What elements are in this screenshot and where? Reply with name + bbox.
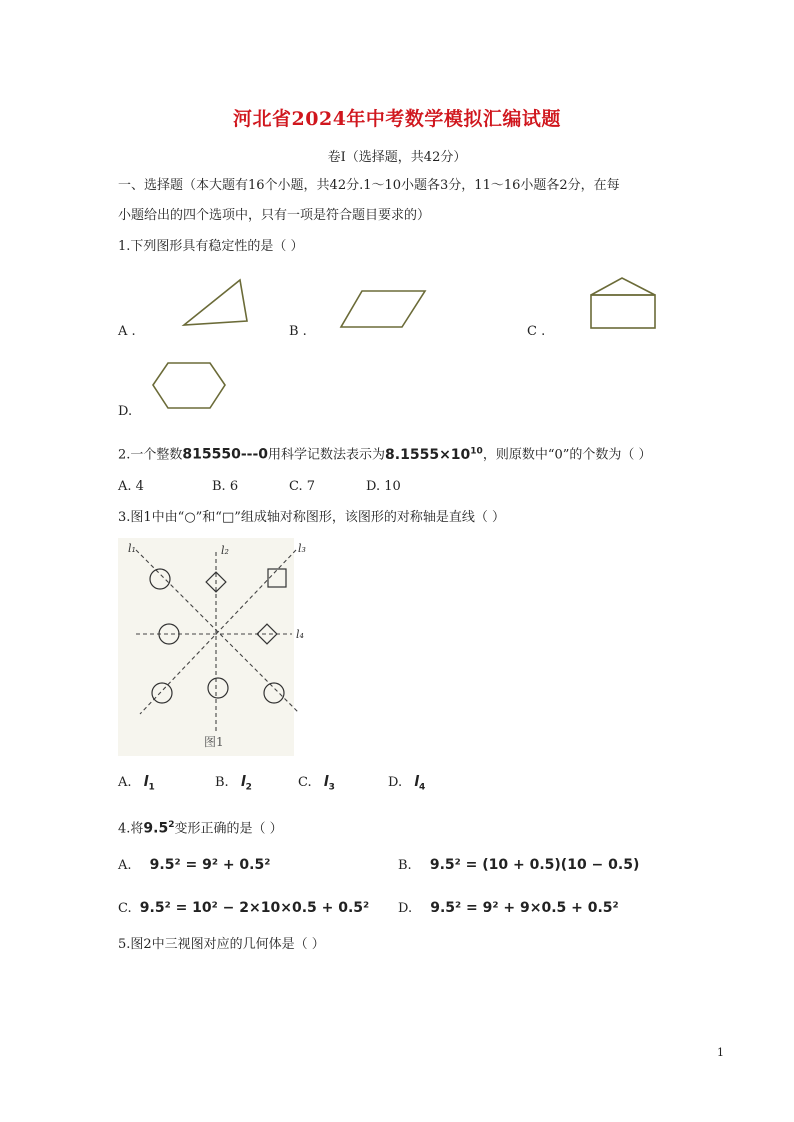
q3-option-c-sub: 3 bbox=[328, 782, 335, 793]
figure-1-caption: 图1 bbox=[204, 735, 224, 749]
q3-option-b bbox=[215, 772, 252, 798]
q4-option-b-expr: 9.5² = (10 + 0.5)(10 − 0.5) bbox=[429, 857, 640, 873]
label-l2: l₂ bbox=[221, 544, 229, 557]
circle-bottom-center bbox=[208, 678, 228, 698]
q4-option-d-letter: D. bbox=[398, 901, 413, 916]
label-l4: l₄ bbox=[296, 628, 304, 641]
page-number: 1 bbox=[717, 1046, 724, 1059]
q4-stem-post: 变形正确的是（ ） bbox=[174, 821, 283, 837]
q3-option-d-var: l bbox=[414, 774, 420, 790]
q3-option-d-letter: D. bbox=[388, 775, 403, 790]
q1-option-a-label: A . bbox=[118, 324, 136, 339]
q3-option-a-sub: 1 bbox=[148, 782, 155, 793]
q3-option-b-letter: B. bbox=[215, 775, 229, 790]
circle-bottom-right bbox=[264, 683, 284, 703]
q3-option-b-sub: 2 bbox=[245, 782, 252, 793]
q4-option-d bbox=[398, 898, 619, 919]
q3-option-c-var: l bbox=[323, 774, 329, 790]
q1-option-b-parallelogram bbox=[338, 288, 430, 330]
q4-option-c bbox=[118, 898, 369, 919]
q4-option-a-expr: 9.5² = 9² + 0.5² bbox=[149, 857, 271, 873]
q3-option-c-letter: C. bbox=[298, 775, 312, 790]
page-subtitle: 卷Ⅰ（选择题，共42分） bbox=[327, 150, 467, 165]
circle-top-left bbox=[150, 569, 170, 589]
q2-stem-pre: 2.一个整数 bbox=[118, 447, 183, 463]
q3-option-a-letter: A. bbox=[118, 775, 132, 790]
q3-stem: 3.图1中由“○”和“□”组成轴对称图形，该图形的对称轴是直线（ ） bbox=[118, 510, 506, 525]
circle-bottom-left bbox=[152, 683, 172, 703]
circle-middle-left bbox=[159, 624, 179, 644]
q4-stem-pre: 4.将 bbox=[118, 821, 144, 837]
q2-stem bbox=[118, 441, 652, 466]
q4-stem bbox=[118, 815, 283, 839]
q1-option-d-label: D. bbox=[118, 404, 133, 419]
q4-option-d-expr: 9.5² = 9² + 9×0.5 + 0.5² bbox=[430, 900, 619, 916]
q3-option-c bbox=[298, 772, 335, 798]
q4-option-c-expr: 9.5² = 10² − 2×10×0.5 + 0.5² bbox=[139, 900, 370, 916]
q3-option-d-sub: 4 bbox=[419, 782, 426, 793]
figure-1 bbox=[118, 538, 306, 758]
q3-option-b-var: l bbox=[240, 774, 246, 790]
q4-option-b bbox=[398, 855, 639, 876]
q2-sci-base: 8.1555×10 bbox=[385, 446, 471, 463]
section-instructions-line1: 一、选择题（本大题有16个小题，共42分.1～10小题各3分，11～16小题各2分，在每 bbox=[118, 178, 620, 193]
q2-option-b: B. 6 bbox=[212, 479, 239, 494]
square-top-right bbox=[268, 569, 286, 587]
q4-expr: 9.5 bbox=[143, 820, 169, 837]
q4-option-a-letter: A. bbox=[118, 858, 132, 873]
q5-stem: 5.图2中三视图对应的几何体是（ ） bbox=[118, 937, 325, 952]
q1-option-a-triangle bbox=[180, 276, 252, 328]
q1-option-d-hexagon bbox=[150, 360, 230, 412]
q2-number: 815550---0 bbox=[182, 446, 269, 463]
q4-option-a bbox=[118, 855, 270, 876]
label-l1: l₁ bbox=[128, 542, 136, 555]
q2-option-d: D. 10 bbox=[366, 479, 401, 494]
q2-sci-exponent: 10 bbox=[470, 446, 483, 456]
q1-stem: 1.下列图形具有稳定性的是（ ） bbox=[118, 239, 304, 254]
q3-option-d bbox=[388, 772, 425, 798]
q1-option-b-label: B . bbox=[289, 324, 307, 339]
q4-option-b-letter: B. bbox=[398, 858, 412, 873]
q2-option-c: C. 7 bbox=[289, 479, 316, 494]
q2-option-a: A. 4 bbox=[118, 479, 144, 494]
q2-sci-notation bbox=[385, 447, 483, 463]
q3-option-a-var: l bbox=[143, 774, 149, 790]
q4-expr-exponent: 2 bbox=[168, 820, 175, 830]
label-l3: l₃ bbox=[298, 542, 306, 555]
diamond-middle-right bbox=[257, 624, 277, 644]
section-instructions-line2: 小题给出的四个选项中，只有一项是符合题目要求的） bbox=[118, 208, 431, 223]
q2-stem-mid: 用科学记数法表示为 bbox=[268, 447, 386, 463]
q2-stem-post: ，则原数中“0”的个数为（ ） bbox=[482, 447, 652, 463]
page-title: 河北省2024年中考数学模拟汇编试题 bbox=[233, 108, 561, 130]
q1-option-c-house-shape bbox=[588, 276, 660, 332]
q1-option-c-label: C . bbox=[527, 324, 546, 339]
q3-option-a bbox=[118, 772, 155, 798]
q4-option-c-letter: C. bbox=[118, 901, 132, 916]
